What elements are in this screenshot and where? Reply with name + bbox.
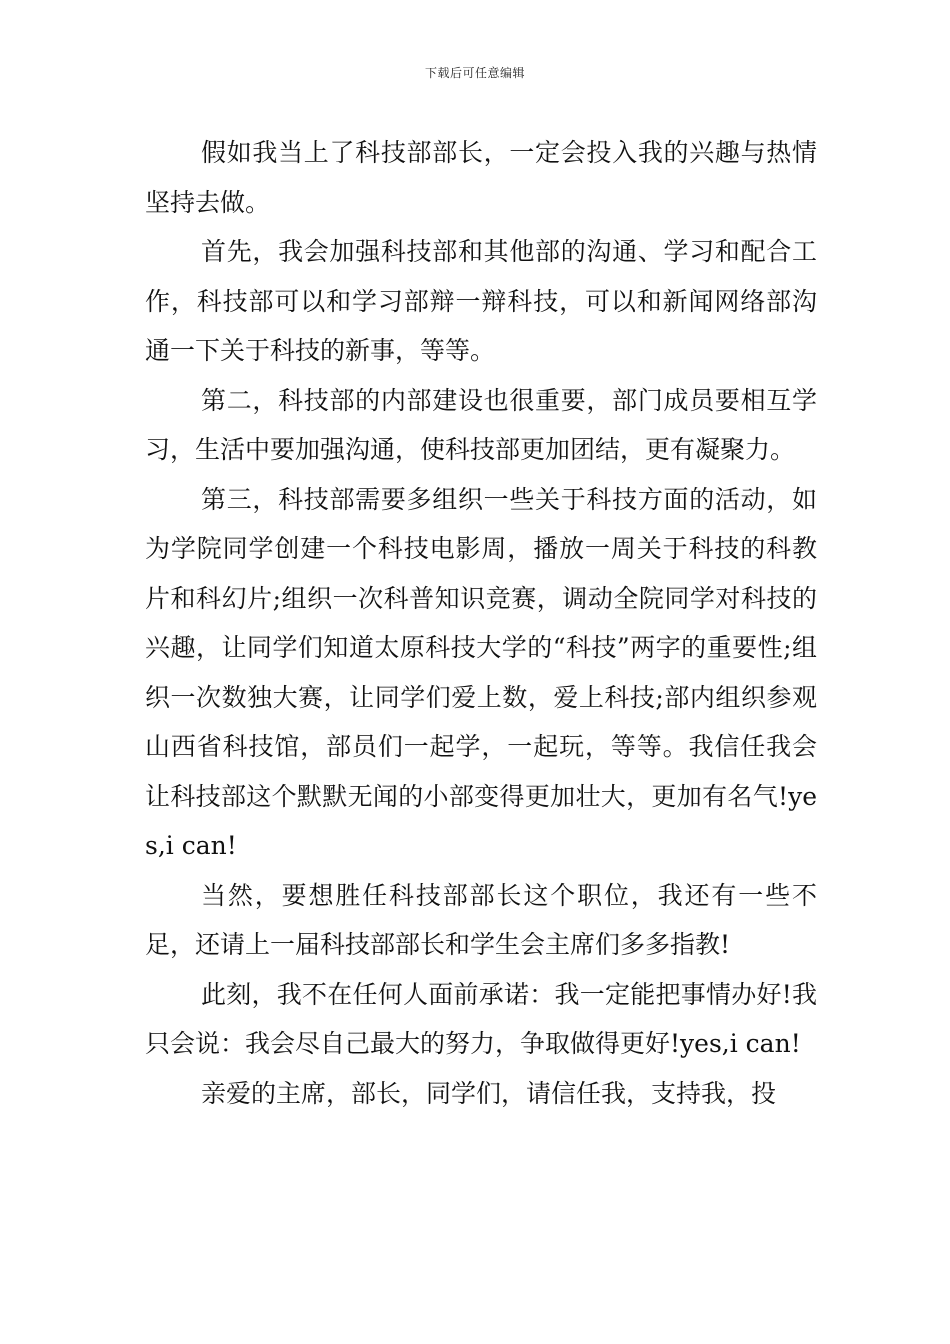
page-header: 下载后可任意编辑	[424, 66, 525, 80]
document-body	[145, 128, 817, 1118]
paragraph-5: 当然，要想胜任科技部部长这个职位，我还有一些不足，还请上一届科技部部长和学生会主席们多多指教!	[145, 880, 817, 959]
paragraph-3: 第二，科技部的内部建设也很重要，部门成员要相互学习，生活中要加强沟通，使科技部更加团结，更有凝聚力。	[145, 385, 817, 464]
paragraph-6: 此刻，我不在任何人面前承诺：我一定能把事情办好!我只会说：我会尽自己最大的努力，争取做得更好!yes,i can!	[145, 979, 817, 1058]
paragraph-1: 假如我当上了科技部部长，一定会投入我的兴趣与热情坚持去做。	[145, 138, 817, 217]
paragraph-7: 亲爱的主席，部长，同学们，请信任我，支持我，投	[201, 1078, 777, 1108]
paragraph-4: 第三，科技部需要多组织一些关于科技方面的活动，如为学院同学创建一个科技电影周，播放一周关于科技的科教片和科幻片;组织一次科普知识竞赛，调动全院同学对科技的兴趣，让同学们知道太原科技大学的“科技”两字的重要性;组织一次数独大赛，让同学们爱上数，爱上科技;部内组织参观山西省科技馆，部员们一起学，一起玩，等等。我信任我会让科技部这个默默无闻的小部变得更加壮大，更加有名气!yes,i can!	[145, 484, 817, 860]
paragraph-2: 首先，我会加强科技部和其他部的沟通、学习和配合工作，科技部可以和学习部辩一辩科技，可以和新闻网络部沟通一下关于科技的新事，等等。	[145, 237, 817, 365]
